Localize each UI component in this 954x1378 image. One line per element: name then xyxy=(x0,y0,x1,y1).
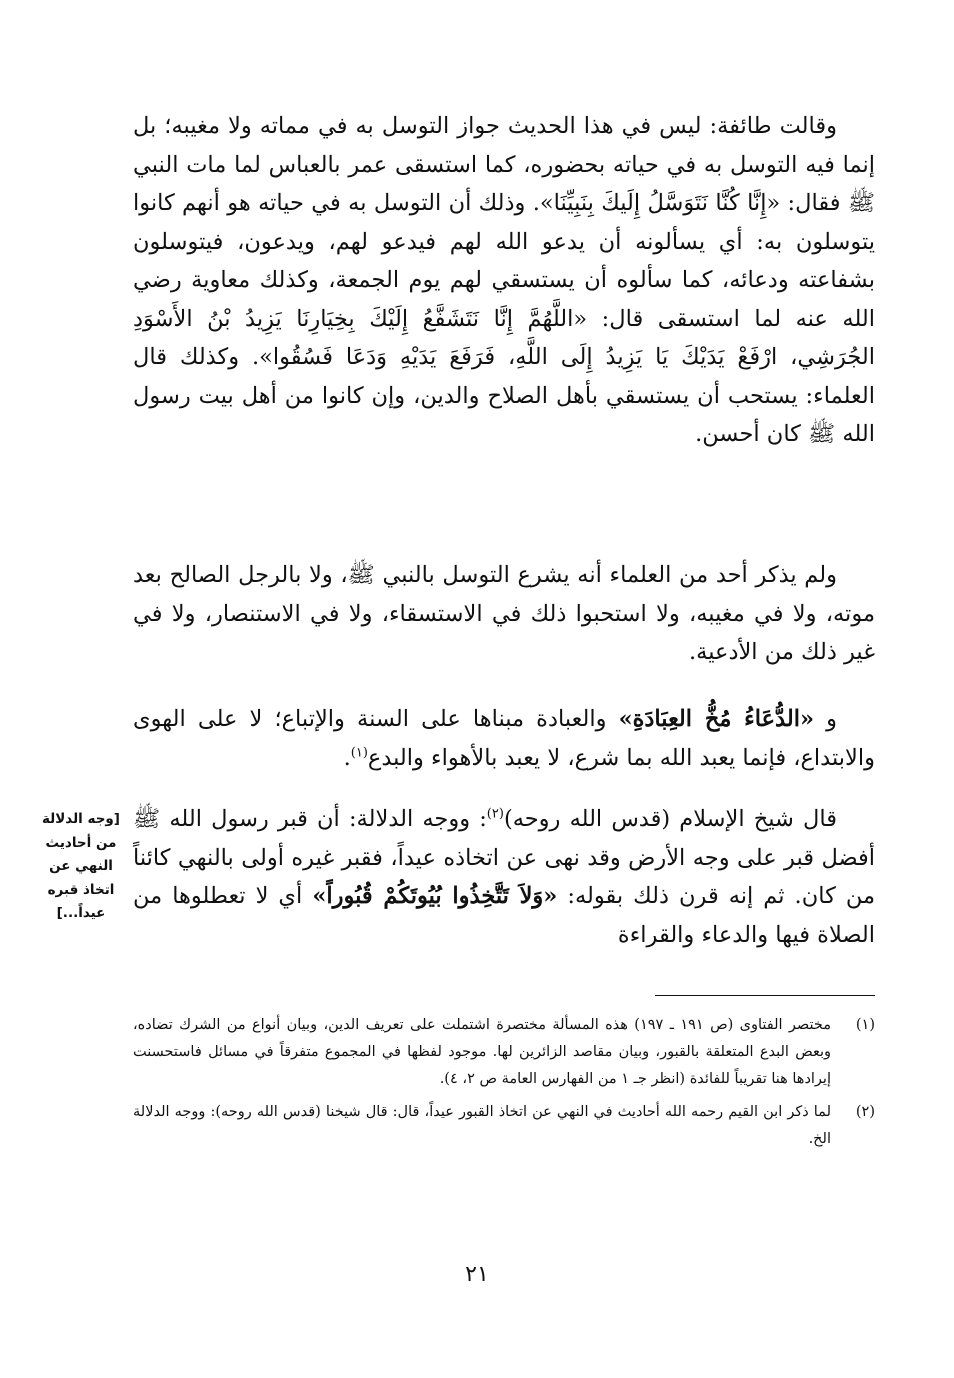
hadith-quote-2: «وَلاَ تَتَّخِذُوا بُيُوتَكُمْ قُبُوراً» xyxy=(312,883,558,909)
paragraph-1-text: وقالت طائفة: ليس في هذا الحديث جواز التوسل به في مماته ولا مغيبه؛ بل إنما فيه التوسل به في حياته بحضوره، كما استسقى عمر بالعباس لما مات النبي ﷺ فقال: «إِنَّا كُنَّا نَتَوَسَّلُ إِلَيكَ بِنَبِيِّنَا». وذلك أن التوسل به في حياته هو أنهم كانوا يتوسلون به: أي يسألونه أن يدعو الله لهم فيدعو لهم، ويدعون، فيتوسلون بشفاعته ودعائه، كما سألوه أن يستسقي لهم يوم الجمعة، وكذلك معاوية رضي الله عنه لما استسقى قال: «اللَّهُمَّ إِنَّا نَتَشَفَّعُ إِلَيْكَ بِخِيَارِنَا يَزِيدُ بْنُ الأَسْوَدِ الجُرَشِي، ارْفَعْ يَدَيْكَ يَا يَزِيدُ إِلَى اللَّهِ، فَرَفَعَ يَدَيْهِ وَدَعَا فَسُقُوا». وكذلك قال العلماء: يستحب أن يستسقي بأهل الصلاح والدين، وإن كانوا من أهل بيت رسول الله ﷺ كان أحسن. xyxy=(133,113,875,447)
footnote-2-text: لما ذكر ابن القيم رحمه الله أحاديث في النهي عن اتخاذ القبور عيداً، قال: قال شيخنا (قدس الله روحه): ووجه الدلالة الخ. xyxy=(133,1104,831,1147)
footnote-ref-1[interactable]: (١) xyxy=(350,745,368,760)
paragraph-3-end: . xyxy=(343,744,351,771)
footnote-1 xyxy=(133,1012,875,1093)
footnote-ref-2[interactable]: (٢) xyxy=(486,806,504,822)
page-number: ٢١ xyxy=(465,1262,489,1287)
footnote-1-text: مختصر الفتاوى (ص ١٩١ ـ ١٩٧) هذه المسألة مختصرة اشتملت على تعريف الدين، وبيان أنواع من الشرك تضاده، وبعض البدع المتعلقة بالقبور، وبيان مقاصد الزائرين لها. موجود لفظها في المجموع متفرقاً في مسائل فاستحسنت إيرادها هنا تقريباً للفائدة (انظر جـ ١ من الفهارس العامة ص ٢، ٤). xyxy=(133,1017,831,1087)
paragraph-3-body xyxy=(133,700,875,777)
paragraph-2 xyxy=(133,556,875,672)
paragraph-2-text: ولم يذكر أحد من العلماء أنه يشرع التوسل بالنبي ﷺ، ولا بالرجل الصالح بعد موته، ولا في مغيبه، ولا استحبوا ذلك في الاستسقاء، ولا في الاستنصار، ولا في غير ذلك من الأدعية. xyxy=(133,562,875,665)
footnote-2 xyxy=(133,1099,875,1153)
footnotes xyxy=(133,1012,875,1159)
paragraph-4 xyxy=(133,800,875,954)
paragraph-4-text-c: أي لا تعطلوها من الصلاة فيها والدعاء والقراءة xyxy=(133,883,875,948)
hadith-quote: «الدُّعَاءُ مُخُّ العِبَادَةِ» xyxy=(618,706,815,732)
paragraph-4-text-b: : ووجه الدلالة: أن قبر رسول الله ﷺ أفضل قبر على وجه الأرض وقد نهى عن اتخاذه عيداً، فقبر غيره أولى بالنهي كائناً من كان. ثم إنه قرن ذلك بقوله: xyxy=(133,806,875,909)
footnote-2-number: (٢) xyxy=(855,1104,875,1120)
paragraph-3-text: والعبادة مبناها على السنة والإتباع؛ لا على الهوى والابتداع، فإنما يعبد الله بما شرع، لا يعبد بالأهواء والبدع xyxy=(133,706,875,771)
paragraph-1 xyxy=(133,107,875,454)
paragraph-3-prefix: و xyxy=(814,706,837,732)
paragraph-4-text-a: قال شيخ الإسلام (قدس الله روحه) xyxy=(503,806,837,832)
footnote-separator xyxy=(655,995,875,996)
paragraph-3 xyxy=(133,700,875,777)
margin-note: [وجه الدلالة من أحاديث النهي عن اتخاذ قبره عيداً...] xyxy=(42,811,120,921)
paragraph-4-body xyxy=(133,800,875,954)
footnote-1-number: (١) xyxy=(855,1017,875,1033)
